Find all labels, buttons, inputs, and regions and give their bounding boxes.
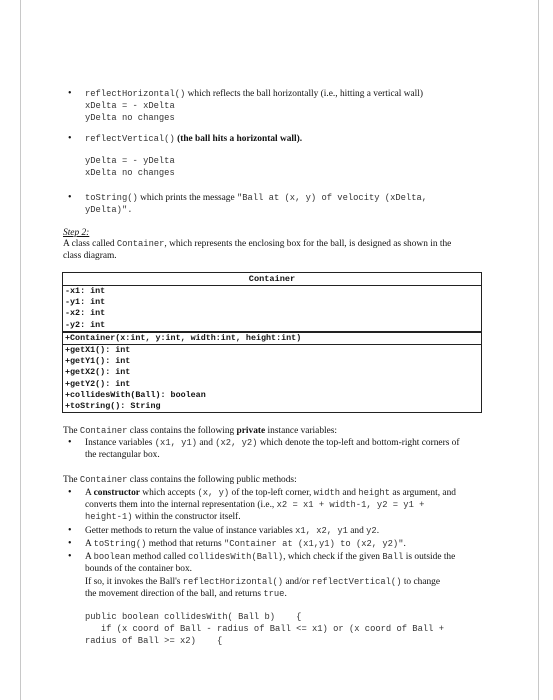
step1-bullet3-line1 (85, 192, 427, 204)
b3-b: method that returns (148, 539, 222, 549)
step2-intro-text-b: , which represents the enclosing box for the ball, is designed as shown in the (164, 239, 452, 249)
b4-b: method called (132, 552, 186, 562)
reflect-vertical-desc: (the ball hits a horizontal wall). (177, 134, 303, 144)
step1-bullet1-line3: yDelta no changes (85, 113, 175, 123)
bullet-dot: • (68, 538, 72, 549)
collides-bullet-line4 (85, 588, 287, 600)
b2-a: Getter methods to return the value of instance variables (85, 526, 293, 536)
private-bullet-code1: (x1, y1) (154, 438, 197, 448)
collides-bullet-line3 (85, 576, 440, 588)
step2-intro-text-a: A class called (63, 239, 115, 249)
b1-line3code: height-1) (85, 512, 133, 522)
b4-line3code2: reflectVertical() (311, 577, 402, 587)
private-intro-code: Container (79, 426, 128, 436)
private-intro-c: instance variables: (267, 426, 338, 436)
step1-bullet1-line2: xDelta = - xDelta (85, 101, 175, 111)
b3-code2: "Container at (x1,y1) to (x2, y2)" (224, 539, 404, 549)
b4-line4a: the movement direction of the ball, and returns (85, 589, 261, 599)
tostring-desc: which prints the message (140, 193, 235, 203)
bullet-dot: • (68, 487, 72, 498)
b4-code2: collidesWith(Ball) (188, 552, 284, 562)
collides-bullet-line2: bounds of the container box. (85, 564, 193, 574)
reflect-horizontal-desc: which reflects the ball horizontally (i.e., hitting a vertical wall) (187, 89, 423, 99)
private-bullet-a: Instance variables (85, 438, 153, 448)
private-intro (63, 425, 337, 437)
uml-method: +getY2(): int (65, 378, 131, 389)
uml-method: +toString(): String (65, 400, 161, 411)
uml-constructor: +Container(x:int, y:int, width:int, height:int) (62, 332, 482, 345)
b1-bold: constructor (93, 488, 140, 498)
b4-code: boolean (93, 552, 131, 562)
b2-c: . (376, 526, 380, 536)
step1-bullet2-line1 (85, 133, 302, 145)
page-right-border (538, 0, 539, 700)
private-bullet-line2: the rectangular box. (85, 450, 160, 460)
bullet-dot: • (68, 133, 72, 144)
bullet-dot: • (68, 525, 72, 536)
public-intro (63, 474, 297, 486)
private-intro-b: class contains the following (129, 426, 235, 436)
private-bullet-b: and (199, 438, 213, 448)
step1-bullet1-line1 (85, 88, 423, 100)
page-left-border (20, 0, 21, 700)
public-intro-a: The (63, 475, 78, 485)
b4-a: A (85, 552, 92, 562)
b4-line4code: true (263, 589, 285, 599)
reflect-horizontal-code: reflectHorizontal() (85, 89, 186, 99)
b4-d: is outside the (405, 552, 456, 562)
b2-b: and (350, 526, 364, 536)
uml-method: +getY1(): int (65, 356, 131, 367)
b1-line3b: within the constructor itself. (134, 512, 241, 522)
b4-line4b: . (284, 589, 287, 599)
collides-bullet-line1 (85, 551, 455, 563)
bullet-dot: • (68, 437, 72, 448)
private-bullet-line1 (85, 437, 460, 449)
uml-field: -x2: int (65, 308, 106, 319)
code-line2: if (x coord of Ball - radius of Ball <= x1) or (x coord of Ball + (85, 624, 444, 634)
b1-a: A (85, 488, 92, 498)
b2-code2: y2 (366, 526, 377, 536)
b3-a: A (85, 539, 92, 549)
uml-methods-section (63, 332, 481, 412)
b4-line3c: to change (403, 577, 441, 587)
constructor-bullet-line1 (85, 487, 456, 499)
private-bullet-code2: (x2, y2) (215, 438, 258, 448)
b2-code: x1, x2, y1 (295, 526, 348, 536)
tostring-message-code: "Ball at (x, y) of velocity (xDelta, (237, 193, 428, 203)
step2-intro-code: Container (116, 239, 165, 249)
code-line1: public boolean collidesWith( Ball b) { (85, 612, 302, 622)
b1-code3: height (358, 488, 390, 498)
step1-bullet2-line3: xDelta no changes (85, 168, 175, 178)
reflect-vertical-code: reflectVertical() (85, 134, 175, 144)
b1-e: as argument, and (392, 488, 456, 498)
uml-method: +collidesWith(Ball): boolean (65, 389, 206, 400)
uml-class-diagram (62, 272, 482, 413)
b1-code2: width (313, 488, 341, 498)
private-bullet-c: which denote the top-left and bottom-right corners of (259, 438, 460, 448)
bullet-dot: • (68, 551, 72, 562)
b1-line2a: converts them into the internal representation (i.e., (85, 500, 275, 510)
uml-field: -y2: int (65, 319, 106, 330)
step1-bullet2-line2: yDelta = - yDelta (85, 156, 175, 166)
uml-field: -x1: int (65, 286, 106, 296)
b3-code: toString() (93, 539, 147, 549)
private-intro-bold: private (236, 426, 266, 436)
bullet-dot: • (68, 192, 72, 203)
bullet-dot: • (68, 88, 72, 99)
code-line3: radius of Ball >= x2) { (85, 636, 223, 646)
b4-line3a: If so, it invokes the Ball's (85, 577, 181, 587)
step2-heading: Step 2: (63, 228, 90, 238)
step2-intro-line1 (63, 238, 451, 250)
b1-c: of the top-left corner, (231, 488, 312, 498)
b3-c: . (403, 539, 406, 549)
step2-intro-line2: class diagram. (63, 251, 117, 261)
b1-b: which accepts (142, 488, 196, 498)
tostring-bullet (85, 538, 406, 550)
b1-code1: (x, y) (197, 488, 230, 498)
public-intro-code: Container (79, 475, 128, 485)
b4-c: , which check if the given (283, 552, 380, 562)
b1-d: and (342, 488, 356, 498)
uml-class-name: Container (63, 273, 481, 286)
step1-bullet3-line2: yDelta)". (85, 205, 133, 215)
uml-method: +getX1(): int (65, 344, 131, 355)
getter-bullet (85, 525, 379, 537)
public-intro-b: class contains the following public methods: (129, 475, 297, 485)
uml-fields-section (63, 286, 481, 332)
private-intro-a: The (63, 426, 78, 436)
b1-line2code: x2 = x1 + width-1, y2 = y1 + (276, 500, 425, 510)
uml-method: +getX2(): int (65, 367, 131, 378)
uml-field: -y1: int (65, 297, 106, 308)
tostring-code: toString() (85, 193, 138, 203)
b4-line3code: reflectHorizontal() (182, 577, 284, 587)
b4-code3: Ball (382, 552, 404, 562)
b4-line3b: and/or (285, 577, 310, 587)
constructor-bullet-line2 (85, 499, 424, 511)
constructor-bullet-line3 (85, 511, 241, 523)
